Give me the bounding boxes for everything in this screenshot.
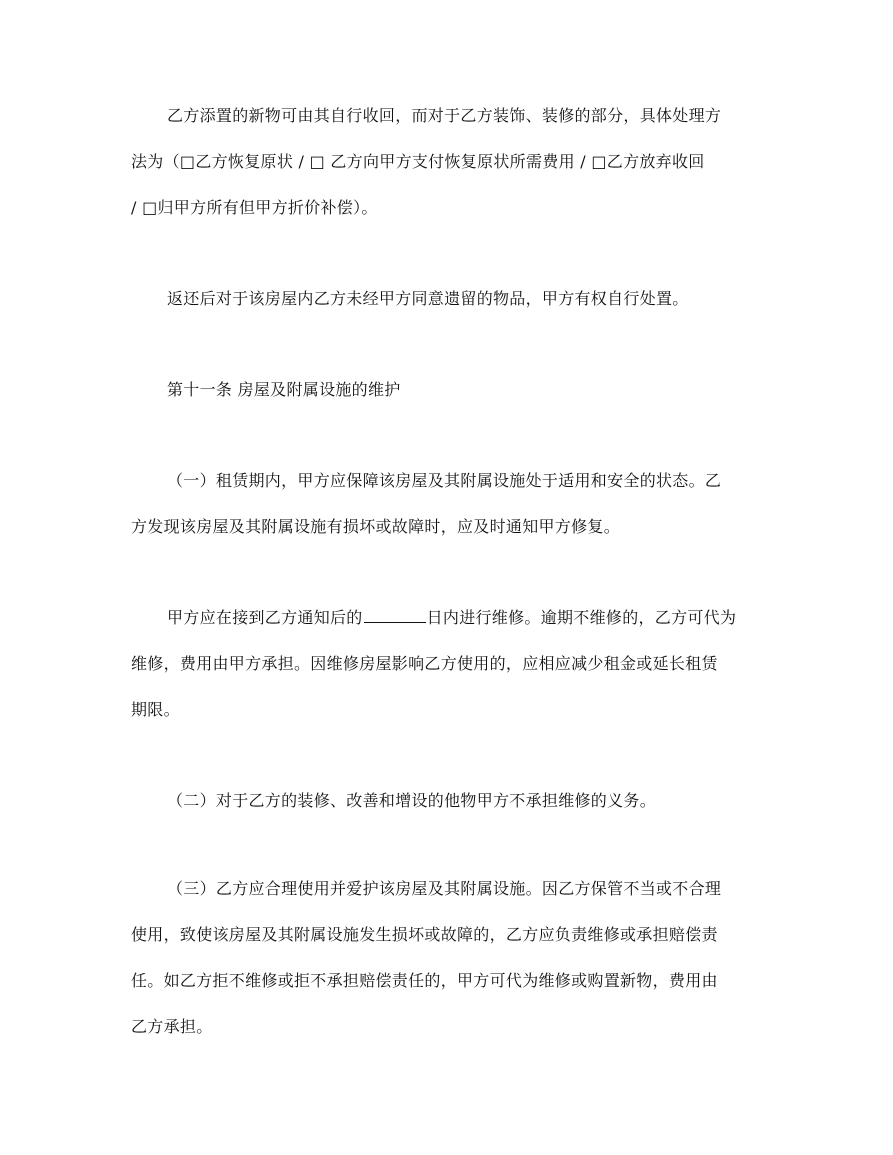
text-line: 使用，致使该房屋及其附属设施发生损坏或故障的，乙方应负责维修或承担赔偿责 — [131, 925, 718, 944]
text-line: 返还后对于该房屋内乙方未经甲方同意遗留的物品，甲方有权自行处置。 — [167, 289, 689, 308]
text-line: 任。如乙方拒不维修或拒不承担赔偿责任的，甲方可代为维修或购置新物，费用由 — [131, 971, 718, 990]
paragraph-restore-original — [131, 93, 722, 231]
days-blank-field — [364, 608, 426, 623]
article-title: 第十一条 房屋及附属设施的维护 — [167, 380, 401, 399]
article-11-heading — [167, 367, 401, 413]
text-line: （三）乙方应合理使用并爱护该房屋及其附属设施。因乙方保管不当或不合理 — [167, 879, 722, 898]
clause-3-paragraph — [131, 866, 722, 1050]
text-after-blank: 日内进行维修。逾期不维修的，乙方可代为 — [426, 608, 737, 627]
paragraph-repair-deadline — [131, 595, 737, 733]
text-line: 期限。 — [131, 700, 180, 719]
text-line: 维修，费用由甲方承担。因维修房屋影响乙方使用的，应相应减少租金或延长租赁 — [131, 654, 718, 673]
text-line: （一）租赁期内，甲方应保障该房屋及其附属设施处于适用和安全的状态。乙 — [167, 471, 722, 490]
text-line: （二）对于乙方的装修、改善和增设的他物甲方不承担维修的义务。 — [167, 791, 657, 810]
clause-2-paragraph — [167, 778, 656, 824]
text-line: 乙方添置的新物可由其自行收回，而对于乙方装饰、装修的部分，具体处理方 — [167, 106, 722, 125]
text-line: 乙方承担。 — [131, 1017, 213, 1036]
text-line: 方发现该房屋及其附属设施有损坏或故障时，应及时通知甲方修复。 — [131, 517, 621, 536]
text-line: 法为（□乙方恢复原状 / □ 乙方向甲方支付恢复原状所需费用 / □乙方放弃收回 — [131, 152, 705, 171]
paragraph-leftover-items — [167, 276, 689, 322]
clause-1-paragraph — [131, 458, 722, 550]
text-line: / □归甲方所有但甲方折价补偿）。 — [131, 198, 378, 217]
text-before-blank: 甲方应在接到乙方通知后的 — [167, 608, 363, 627]
text-line — [167, 595, 736, 641]
